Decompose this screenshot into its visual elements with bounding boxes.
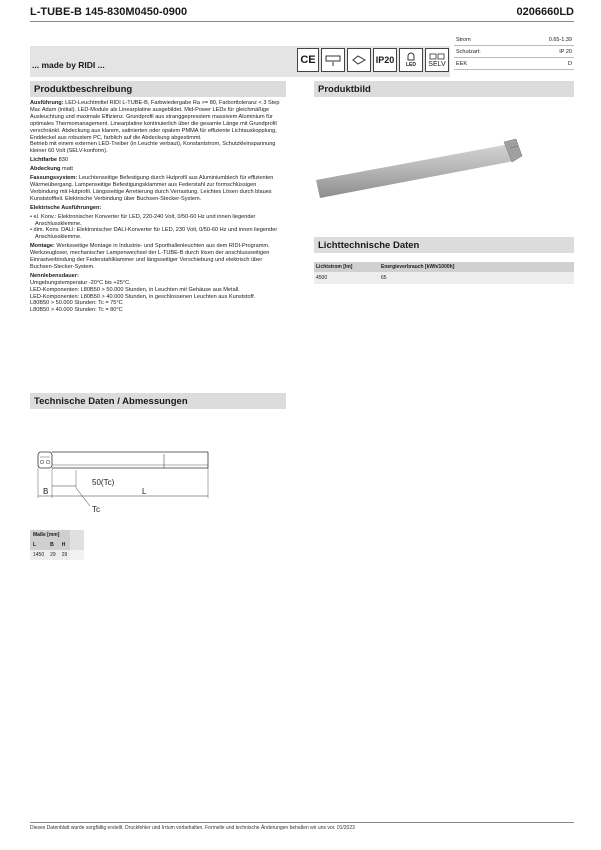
column-header: L bbox=[30, 540, 47, 550]
nenn-line: LED-Komponenten: L80B50 > 50.000 Stunden, in Leuchten mit Gehäuse aus Metall. bbox=[30, 286, 240, 293]
montage-text: Werksseitige Montage in Industrie- und Sporthallenleuchten aus dem RIDI-Programm. Werkzeugloser, mechanischer Lampenwechsel der L-TUBE-B durch lösen der anschlussseitigen Einrastverbindung der Federstahlklammer und längsseitiger Verschiebung und elektrisch über Buchsen-Stecker-System. bbox=[30, 243, 270, 270]
list-item: • el. Konv.: Elektronischer Konverter für LED, 220-240 Volt, 0/50-60 Hz und innen liegender Anschlussklemme. bbox=[30, 213, 256, 227]
abdeckung-line bbox=[30, 166, 286, 173]
list-item: • dim. Konv. DALI: Elektronischer DALI-Konverter für LED, 230 Volt, 0/50-60 Hz und innen liegender Anschlussklemme. bbox=[30, 227, 278, 241]
fassung-label: Fassungssystem: bbox=[30, 175, 78, 182]
lichtfarbe-line bbox=[30, 157, 286, 164]
mounting-surface-icon bbox=[321, 48, 345, 72]
product-code: 0206660LD bbox=[516, 6, 574, 18]
led-icon bbox=[399, 48, 423, 72]
section-image-header: Produktbild bbox=[314, 81, 574, 97]
column-header: Lichtstrom [lm] bbox=[314, 262, 379, 272]
nenn-label: Nennlebensdauer: bbox=[30, 272, 79, 279]
elektrisch-label: Elektrische Ausführungen: bbox=[30, 204, 102, 211]
spec-row bbox=[454, 46, 574, 58]
spec-value: D bbox=[568, 60, 572, 67]
nenn-heading bbox=[30, 273, 286, 280]
selv-icon-label: SELV bbox=[428, 60, 446, 68]
nenn-line: LED-Komponenten: L80B50 > 40.000 Stunden, in geschlossenen Leuchten aus Kunststoff. bbox=[30, 293, 256, 300]
header-divider bbox=[30, 21, 574, 22]
tc-point-label: Tc bbox=[92, 505, 100, 514]
led-icon-label: LED bbox=[406, 62, 416, 68]
made-by-label: ... made by RIDI ... bbox=[32, 60, 105, 70]
table-cell: 29 bbox=[59, 550, 71, 560]
ip20-icon: IP20 bbox=[373, 48, 397, 72]
protection-class-icon bbox=[347, 48, 371, 72]
spec-label: Schutzart: bbox=[456, 48, 481, 55]
nenn-line: L80B50 > 40.000 Stunden: Tc = 80°C bbox=[30, 307, 123, 314]
ausfuehrung-label: Ausführung: bbox=[30, 100, 64, 106]
table-row bbox=[314, 272, 574, 284]
tc-dimension-label: 50(Tc) bbox=[92, 478, 115, 487]
lichtfarbe-label: Lichtfarbe bbox=[30, 157, 58, 164]
selv-icon bbox=[425, 48, 449, 72]
page-header bbox=[30, 6, 574, 22]
spec-row bbox=[454, 34, 574, 46]
certification-symbols bbox=[297, 48, 449, 74]
dimension-drawing bbox=[30, 440, 220, 518]
footer-divider bbox=[30, 822, 574, 823]
spec-value: 0.65-1.39 bbox=[548, 36, 572, 43]
product-image bbox=[314, 118, 574, 218]
spec-label: EEK bbox=[456, 60, 468, 67]
dimension-table bbox=[30, 530, 84, 560]
section-light-header: Lichttechnische Daten bbox=[314, 237, 574, 253]
column-header: Energieverbrauch [kWh/1000h] bbox=[379, 262, 574, 272]
tube-cross-section bbox=[38, 452, 52, 468]
ce-mark-icon: CE bbox=[297, 48, 319, 72]
spec-row bbox=[454, 58, 574, 70]
column-header: H bbox=[59, 540, 71, 550]
abdeckung-value: matt bbox=[62, 166, 73, 173]
table-cell: 4500 bbox=[314, 272, 379, 284]
nenn-line: L80B50 > 50.000 Stunden: Tc = 75°C bbox=[30, 300, 123, 307]
footer-disclaimer: Dieses Datenblatt wurde sorgfältig erstellt. Druckfehler und Irrtum vorbehalten. Formelle und technische Änderungen behalten wir uns vor. 01/2023 bbox=[30, 825, 355, 831]
tube-body bbox=[316, 144, 514, 198]
description-block bbox=[30, 100, 286, 314]
abdeckung-label: Abdeckung bbox=[30, 166, 61, 173]
lichtfarbe-value: 830 bbox=[58, 157, 68, 164]
table-title: Maße [mm] bbox=[30, 530, 70, 540]
nenn-line: Umgebungstemperatur -20°C bis +25°C. bbox=[30, 279, 131, 286]
fassung-paragraph bbox=[30, 175, 286, 203]
ausfuehrung-paragraph bbox=[30, 100, 286, 155]
product-title: L-TUBE-B 145-830M0450-0900 bbox=[30, 6, 188, 18]
length-label: L bbox=[142, 487, 147, 496]
section-description-header: Produktbeschreibung bbox=[30, 81, 286, 97]
spec-value: IP 20 bbox=[559, 48, 572, 55]
montage-label: Montage: bbox=[30, 243, 55, 250]
spec-label: Strom bbox=[456, 36, 471, 43]
table-title-row bbox=[30, 530, 84, 540]
fassung-text: Leuchtenseitige Befestigung durch Hutprofil aus Aluminiumblech für effizienten Wärmeübergang. Lampenseitige Befestigungsklammer aus Federstahl zur formschlüssigen Verbindung mit Hutprofil. Längsseitige Arretierung durch Verrastung. Leichtes Lösen durch blaues Kunststoffteil. Elektrische Verbindung über Buchsen-Stecker-System. bbox=[30, 175, 274, 202]
table-header-row bbox=[314, 262, 574, 272]
width-label: B bbox=[43, 487, 49, 496]
elektrisch-list bbox=[30, 214, 286, 242]
montage-paragraph bbox=[30, 243, 286, 271]
column-header: B bbox=[47, 540, 59, 550]
table-cell: 65 bbox=[379, 272, 574, 284]
spec-box bbox=[454, 34, 574, 70]
table-cell: 1450 bbox=[30, 550, 47, 560]
section-technical-header: Technische Daten / Abmessungen bbox=[30, 393, 286, 409]
light-table bbox=[314, 262, 574, 284]
table-cell: 29 bbox=[47, 550, 59, 560]
table-header-row bbox=[30, 540, 84, 550]
elektrisch-heading bbox=[30, 205, 286, 212]
ausfuehrung-text: LED-Leuchtmittel RIDI L-TUBE-B, Farbwiedergabe Ra >= 80, Farborttoleranz < 3 Step Mac Adam (initial). LED-Module als Linearplatine ausgebildet. Mid-Power LEDs für gleichmäßige Ausleuchtung und maximale Effizienz. Grundprofil aus stranggepresstem massivem Aluminium für optimales Thermomanagement. Linearplatine kontinuierlich über die gesamte Länge mit Grundprofil verschränkt. Abdeckung aus klarem, satinierten oder opalem PMMA für effiziente Lichtauskopplung, Enddeckel aus robustem PC, farblich auf die Abdeckung abgestimmt. bbox=[30, 100, 280, 141]
betrieb-text: Betrieb mit einem externen LED-Treiber (in Leuchte verbaut), Konstantstrom, Schutzkleinspannung kleiner 60 Volt (SELV-konform). bbox=[30, 141, 276, 155]
table-row bbox=[30, 550, 84, 560]
